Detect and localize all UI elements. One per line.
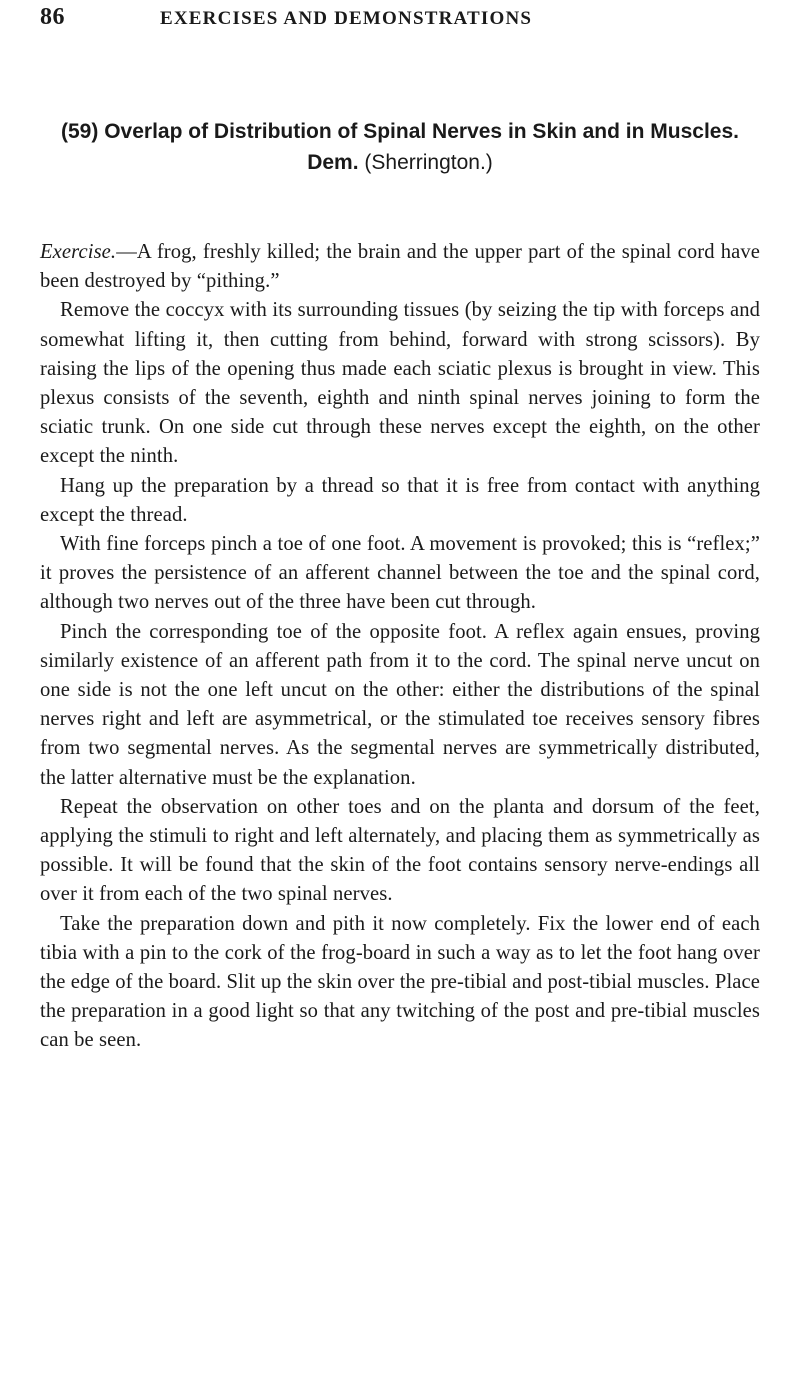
paragraph [40, 793, 760, 910]
running-head [40, 4, 760, 32]
running-title: EXERCISES AND DEMONSTRATIONS [160, 8, 533, 29]
paragraph [40, 618, 760, 793]
section-attribution: (Sherrington.) [364, 151, 493, 174]
section-number: (59) [61, 120, 99, 143]
paragraph-lead: Exercise. [40, 241, 117, 263]
paragraph-text: Take the preparation down and pith it now completely. Fix the lower end of each tibia with a pin to the cork of the frog-board in such a way as to let the foot hang over the edge of the board. Slit up the skin over the pre-tibial and post-tibial muscles. Place the preparation in a good light so that any twitching of the post and pre-tibial muscles can be seen. [40, 912, 760, 1052]
paragraph-text: Remove the coccyx with its surrounding tissues (by seizing the tip with forceps and somewhat lifting it, then cutting from behind, forward with strong scissors). By raising the lips of the opening thus made each sciatic plexus is brought in view. This plexus consists of the seventh, eighth and ninth spinal nerves joining to form the sciatic trunk. On one side cut through these nerves except the eighth, on the other except the ninth. [40, 299, 760, 468]
paragraph [40, 296, 760, 471]
page-number: 86 [40, 4, 65, 30]
paragraph [40, 910, 760, 1056]
paragraph-text: Repeat the observation on other toes and on the planta and dorsum of the feet, applying the stimuli to right and left alternately, and placing them as symmetrically as possible. It will be found that the skin of the foot contains sensory nerve-endings all over it from each of the two spinal nerves. [40, 795, 760, 906]
section-heading [40, 116, 760, 178]
paragraph [40, 530, 760, 618]
body-text [40, 238, 760, 1056]
section-title: Overlap of Distribution of Spinal Nerves in Skin and in Muscles. Dem. [104, 120, 739, 174]
paragraph-text: With fine forceps pinch a toe of one foot. A movement is provoked; this is “reflex;” it proves the persistence of an afferent channel between the toe and the spinal cord, although two nerves out of the three have been cut through. [40, 533, 760, 614]
paragraph [40, 472, 760, 530]
paragraph-text: Pinch the corresponding toe of the opposite foot. A reflex again ensues, proving similarly existence of an afferent path from it to the cord. The spinal nerve uncut on one side is not the one left uncut on the other: either the distributions of the spinal nerves right and left are asymmetrical, or the stimulated toe receives sensory fibres from two segmental nerves. As the segmental nerves are symmetrically distributed, the latter alternative must be the explanation. [40, 620, 760, 789]
paragraph-text: Hang up the preparation by a thread so that it is free from contact with anything except the thread. [40, 474, 760, 526]
paragraph-text: —A frog, freshly killed; the brain and the upper part of the spinal cord have been destroyed by “pithing.” [40, 241, 760, 293]
paragraph-exercise [40, 238, 760, 296]
